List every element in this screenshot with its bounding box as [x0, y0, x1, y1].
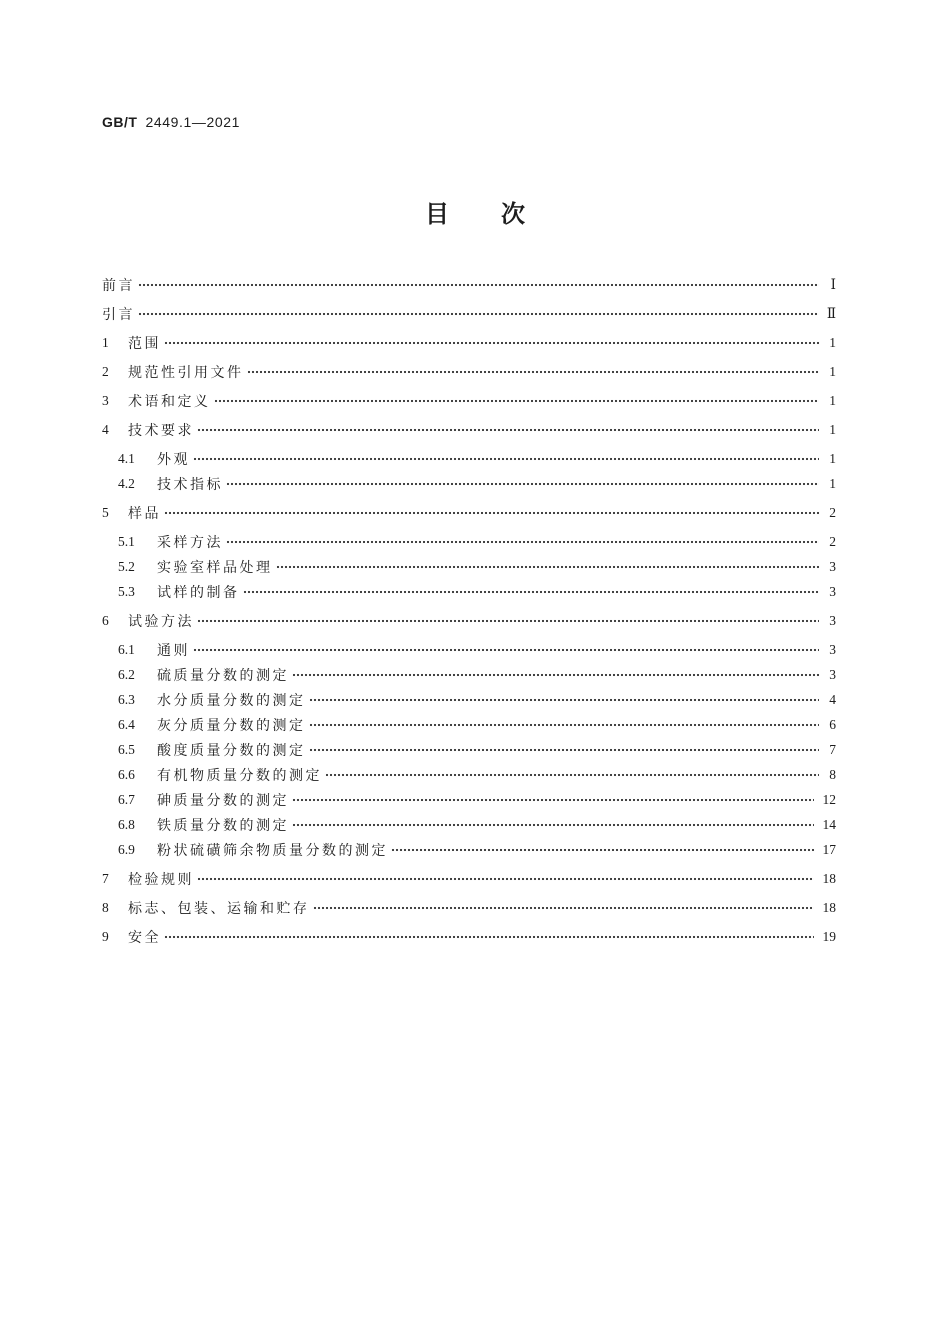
dot-leader: [391, 847, 814, 853]
toc-entry-page-number: Ⅰ: [830, 276, 836, 292]
dot-leader: [247, 369, 820, 375]
toc-entry-number: 3: [102, 392, 109, 408]
toc-entry-page-number: 18: [822, 870, 836, 886]
toc-entry-number: 6.3: [118, 691, 135, 707]
toc-entry[interactable]: [102, 608, 836, 633]
dot-leader: [197, 427, 819, 433]
toc-entry[interactable]: [102, 529, 836, 554]
toc-entry-title: 采样方法: [157, 535, 223, 551]
page-title: 目次: [425, 200, 577, 228]
toc-entry-title: 前言: [102, 278, 135, 294]
toc-entry-number: 5.1: [118, 533, 135, 549]
toc-entry[interactable]: [102, 687, 836, 712]
table-of-contents: [102, 272, 836, 949]
toc-entry-page-number: 1: [829, 450, 836, 466]
toc-entry[interactable]: [102, 579, 836, 604]
toc-entry-title: 标志、包装、运输和贮存: [128, 901, 310, 917]
toc-entry[interactable]: [102, 762, 836, 787]
toc-entry-page-number: Ⅱ: [826, 305, 836, 321]
toc-entry-number: 6.4: [118, 716, 135, 732]
dot-leader: [309, 722, 820, 728]
toc-entry-title: 外观: [157, 452, 190, 468]
dot-leader: [193, 456, 819, 462]
toc-entry-title: 范围: [128, 336, 161, 352]
dot-leader: [197, 876, 814, 882]
toc-entry-number: 8: [102, 899, 109, 915]
toc-entry-page-number: 14: [822, 816, 836, 832]
toc-entry-number: 4.2: [118, 475, 135, 491]
toc-entry-page-number: 12: [822, 791, 836, 807]
toc-entry-page-number: 3: [829, 612, 836, 628]
toc-entry[interactable]: [102, 417, 836, 442]
toc-entry-number: 2: [102, 363, 109, 379]
toc-entry-title: 术语和定义: [128, 394, 211, 410]
dot-leader: [214, 398, 820, 404]
toc-entry-number: 7: [102, 870, 109, 886]
toc-entry[interactable]: [102, 446, 836, 471]
dot-leader: [309, 747, 820, 753]
toc-entry-number: 6: [102, 612, 109, 628]
dot-leader: [292, 822, 814, 828]
toc-entry-number: 6.9: [118, 841, 135, 857]
toc-entry-page-number: 1: [829, 392, 836, 408]
toc-entry-title: 实验室样品处理: [157, 560, 273, 576]
toc-entry-page-number: 6: [829, 716, 836, 732]
dot-leader: [226, 481, 819, 487]
toc-entry-number: 6.8: [118, 816, 135, 832]
toc-entry[interactable]: [102, 866, 836, 891]
dot-leader: [325, 772, 819, 778]
toc-entry[interactable]: [102, 662, 836, 687]
toc-entry-page-number: 1: [829, 421, 836, 437]
toc-entry[interactable]: [102, 471, 836, 496]
toc-entry-page-number: 3: [829, 583, 836, 599]
toc-entry[interactable]: [102, 388, 836, 413]
toc-entry-number: 6.6: [118, 766, 135, 782]
dot-leader: [164, 510, 819, 516]
toc-entry[interactable]: [102, 330, 836, 355]
toc-entry-number: 4.1: [118, 450, 135, 466]
toc-entry-page-number: 18: [822, 899, 836, 915]
toc-entry-page-number: 17: [822, 841, 836, 857]
toc-entry-number: 4: [102, 421, 109, 437]
toc-entry-number: 5: [102, 504, 109, 520]
dot-leader: [292, 797, 814, 803]
toc-entry-page-number: 3: [829, 666, 836, 682]
dot-leader: [193, 647, 819, 653]
document-code: [102, 114, 240, 132]
toc-entry-title: 水分质量分数的测定: [157, 693, 306, 709]
toc-entry[interactable]: [102, 272, 836, 297]
toc-entry[interactable]: [102, 554, 836, 579]
dot-leader: [309, 697, 820, 703]
toc-entry-title: 有机物质量分数的测定: [157, 768, 322, 784]
toc-entry-number: 6.1: [118, 641, 135, 657]
toc-entry-title: 酸度质量分数的测定: [157, 743, 306, 759]
toc-entry-title: 安全: [128, 930, 161, 946]
toc-entry-title: 引言: [102, 307, 135, 323]
toc-entry[interactable]: [102, 812, 836, 837]
toc-entry-page-number: 3: [829, 558, 836, 574]
toc-entry-title: 灰分质量分数的测定: [157, 718, 306, 734]
toc-entry-title: 铁质量分数的测定: [157, 818, 289, 834]
toc-entry-page-number: 4: [829, 691, 836, 707]
toc-entry-page-number: 7: [829, 741, 836, 757]
dot-leader: [292, 672, 819, 678]
dot-leader: [197, 618, 819, 624]
toc-entry-page-number: 2: [829, 533, 836, 549]
toc-entry[interactable]: [102, 837, 836, 862]
toc-entry[interactable]: [102, 500, 836, 525]
toc-entry-number: 5.2: [118, 558, 135, 574]
dot-leader: [138, 282, 819, 288]
toc-entry-page-number: 1: [829, 363, 836, 379]
toc-entry[interactable]: [102, 301, 836, 326]
toc-entry-number: 6.2: [118, 666, 135, 682]
toc-entry-title: 硫质量分数的测定: [157, 668, 289, 684]
dot-leader: [138, 311, 818, 317]
toc-entry-title: 样品: [128, 506, 161, 522]
toc-entry[interactable]: [102, 895, 836, 920]
dot-leader: [313, 905, 814, 911]
toc-entry[interactable]: [102, 787, 836, 812]
toc-entry-title: 试验方法: [128, 614, 194, 630]
dot-leader: [164, 934, 814, 940]
toc-entry-number: 5.3: [118, 583, 135, 599]
toc-entry-title: 试样的制备: [157, 585, 240, 601]
toc-entry-number: 1: [102, 334, 109, 350]
toc-entry[interactable]: [102, 359, 836, 384]
toc-entry-number: 6.5: [118, 741, 135, 757]
toc-entry-page-number: 8: [829, 766, 836, 782]
toc-entry[interactable]: [102, 737, 836, 762]
toc-entry-page-number: 1: [829, 334, 836, 350]
toc-entry-title: 技术要求: [128, 423, 194, 439]
toc-entry[interactable]: [102, 924, 836, 949]
toc-entry[interactable]: [102, 712, 836, 737]
dot-leader: [243, 589, 820, 595]
document-code-prefix: GB/T: [102, 114, 138, 130]
toc-entry-title: 砷质量分数的测定: [157, 793, 289, 809]
toc-entry[interactable]: [102, 637, 836, 662]
toc-entry-title: 规范性引用文件: [128, 365, 244, 381]
toc-entry-title: 粉状硫磺筛余物质量分数的测定: [157, 843, 388, 859]
toc-entry-page-number: 3: [829, 641, 836, 657]
toc-entry-page-number: 19: [822, 928, 836, 944]
toc-entry-title: 检验规则: [128, 872, 194, 888]
toc-entry-page-number: 2: [829, 504, 836, 520]
toc-entry-page-number: 1: [829, 475, 836, 491]
toc-entry-number: 6.7: [118, 791, 135, 807]
toc-entry-title: 通则: [157, 643, 190, 659]
toc-entry-title: 技术指标: [157, 477, 223, 493]
dot-leader: [226, 539, 819, 545]
dot-leader: [276, 564, 820, 570]
dot-leader: [164, 340, 819, 346]
document-code-number: 2449.1—2021: [145, 114, 241, 130]
toc-entry-number: 9: [102, 928, 109, 944]
